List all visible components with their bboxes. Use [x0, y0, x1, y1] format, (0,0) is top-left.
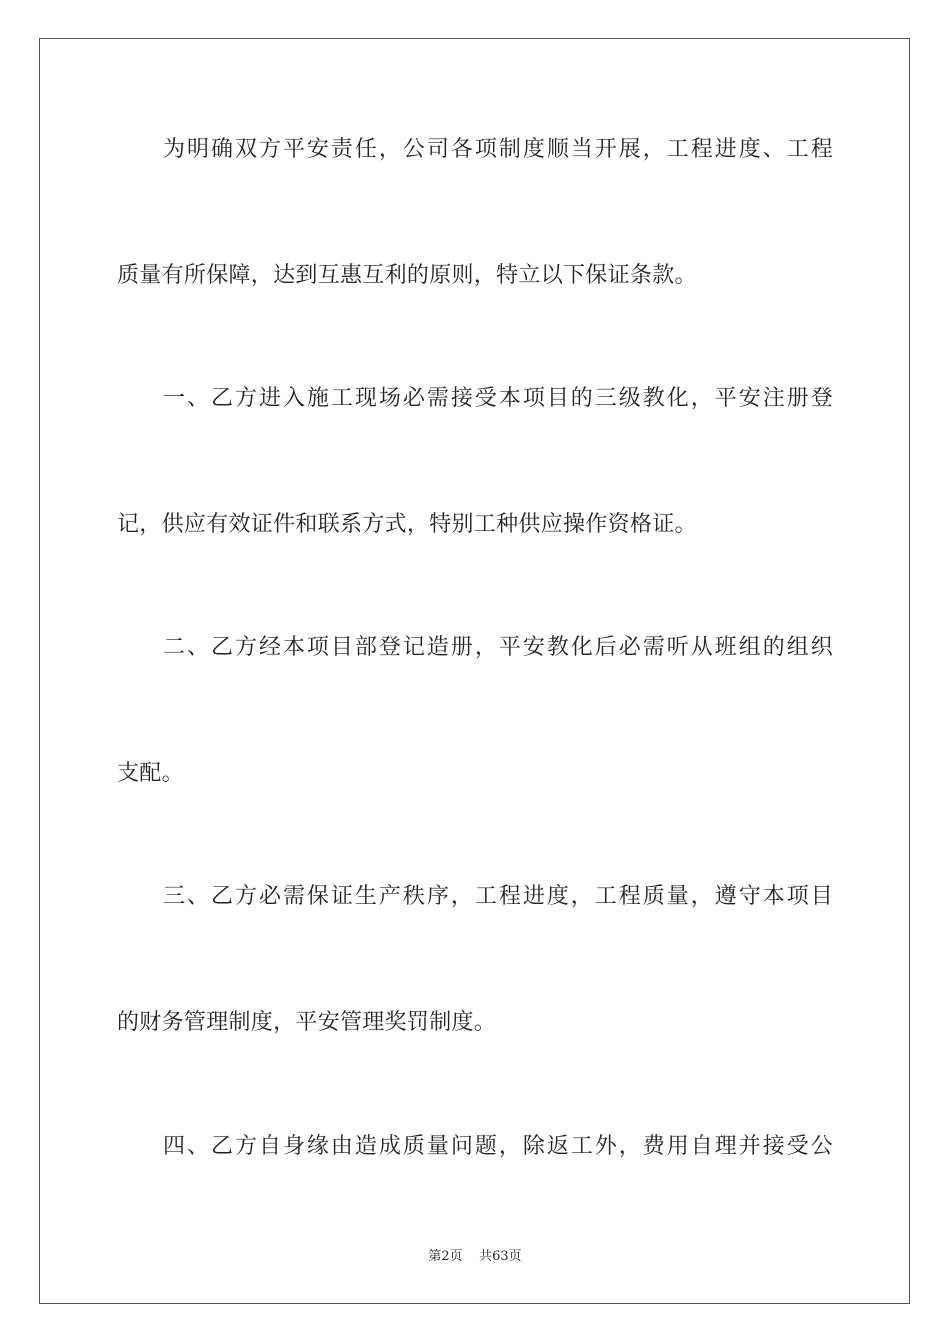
paragraph-line: 质量有所保障，达到互惠互利的原则，特立以下保证条款。	[117, 263, 697, 288]
paragraph-line: 二、乙方经本项目部登记造册，平安教化后必需听从班组的组织	[163, 635, 833, 660]
paragraph-line: 的财务管理制度，平安管理奖罚制度。	[117, 1010, 497, 1035]
page-number: 第2页	[428, 1249, 463, 1264]
paragraph-line: 四、乙方自身缘由造成质量问题，除返工外，费用自理并接受公	[163, 1134, 833, 1159]
paragraph-line: 一、乙方进入施工现场必需接受本项目的三级教化，平安注册登	[163, 386, 833, 411]
page-footer	[0, 1248, 950, 1266]
page-total: 共63页	[479, 1249, 522, 1264]
paragraph-line: 为明确双方平安责任，公司各项制度顺当开展，工程进度、工程	[163, 137, 833, 162]
paragraph-line: 记，供应有效证件和联系方式，特别工种供应操作资格证。	[117, 512, 697, 537]
page-frame	[39, 38, 910, 1304]
paragraph-line: 支配。	[117, 761, 184, 786]
paragraph-line: 三、乙方必需保证生产秩序，工程进度，工程质量，遵守本项目	[163, 884, 833, 909]
